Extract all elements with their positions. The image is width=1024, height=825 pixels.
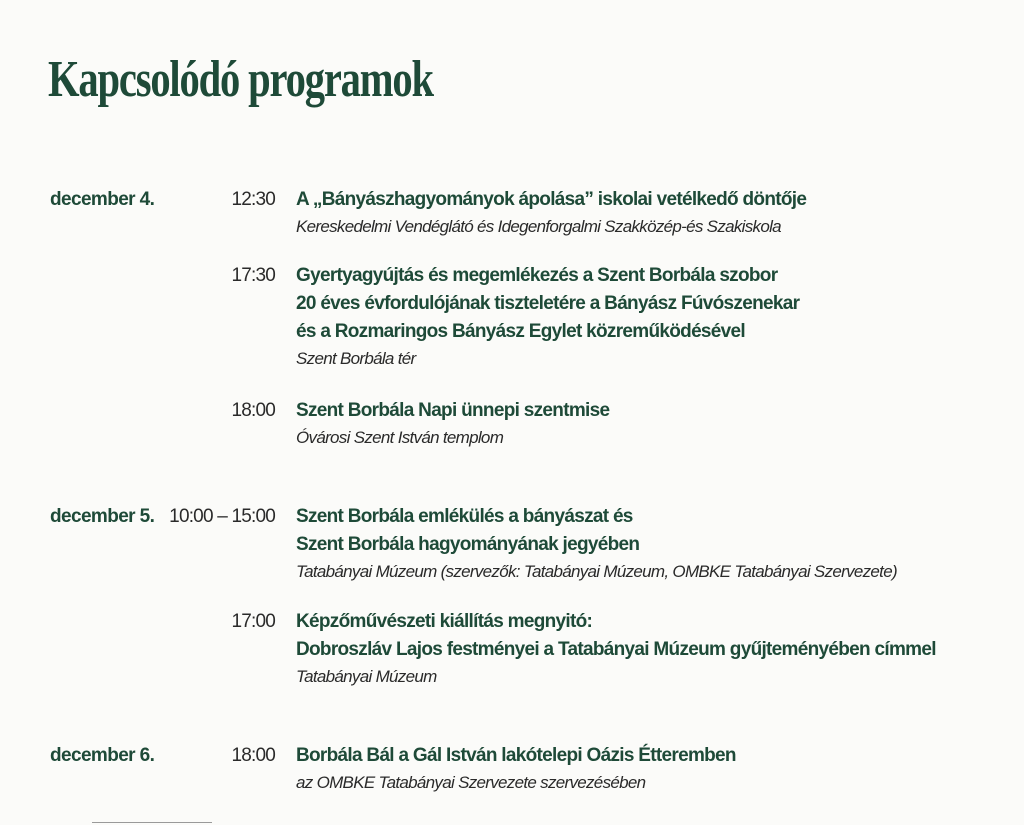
program-title-line: Borbála Bál a Gál István lakótelepi Oázis Étteremben bbox=[296, 745, 736, 766]
program-time: 10:00 – 15:00 bbox=[169, 506, 275, 527]
program-content bbox=[296, 262, 1016, 372]
program-venue: Szent Borbála tér bbox=[296, 349, 416, 368]
program-time: 12:30 bbox=[231, 189, 275, 210]
program-title-line: 20 éves évfordulójának tiszteletére a Bányász Fúvószenekar bbox=[296, 293, 800, 314]
program-date: december 6. bbox=[50, 745, 155, 766]
program-title-line: Szent Borbála hagyományának jegyében bbox=[296, 534, 640, 555]
program-title-line: Gyertyagyújtás és megemlékezés a Szent Borbála szobor bbox=[296, 265, 778, 286]
program-time: 17:30 bbox=[231, 265, 275, 286]
program-content bbox=[296, 503, 1016, 585]
program-date: december 5. bbox=[50, 506, 155, 527]
program-content bbox=[296, 742, 1016, 796]
program-time: 18:00 bbox=[231, 745, 275, 766]
program-venue: Tatabányai Múzeum (szervezők: Tatabányai Múzeum, OMBKE Tatabányai Szervezete) bbox=[296, 562, 897, 581]
program-title-line: A „Bányászhagyományok ápolása” iskolai vetélkedő döntője bbox=[296, 189, 807, 210]
footer-rule bbox=[92, 822, 212, 823]
program-content bbox=[296, 397, 1016, 451]
program-venue: Óvárosi Szent István templom bbox=[296, 428, 504, 447]
program-content bbox=[296, 186, 1016, 240]
program-content bbox=[296, 608, 1016, 690]
page-title: Kapcsolódó programok bbox=[48, 51, 433, 108]
program-title-line: Dobroszláv Lajos festményei a Tatabányai Múzeum gyűjteményében címmel bbox=[296, 639, 936, 660]
program-title-line: Képzőművészeti kiállítás megnyitó: bbox=[296, 611, 593, 632]
program-title-line: és a Rozmaringos Bányász Egylet közreműködésével bbox=[296, 321, 745, 342]
program-time: 18:00 bbox=[231, 400, 275, 421]
program-venue: Kereskedelmi Vendéglátó és Idegenforgalmi Szakközép-és Szakiskola bbox=[296, 217, 781, 236]
program-title-line: Szent Borbála emlékülés a bányászat és bbox=[296, 506, 633, 527]
program-time: 17:00 bbox=[231, 611, 275, 632]
program-venue: az OMBKE Tatabányai Szervezete szervezésében bbox=[296, 773, 646, 792]
program-venue: Tatabányai Múzeum bbox=[296, 667, 437, 686]
program-date: december 4. bbox=[50, 189, 155, 210]
program-title-line: Szent Borbála Napi ünnepi szentmise bbox=[296, 400, 610, 421]
